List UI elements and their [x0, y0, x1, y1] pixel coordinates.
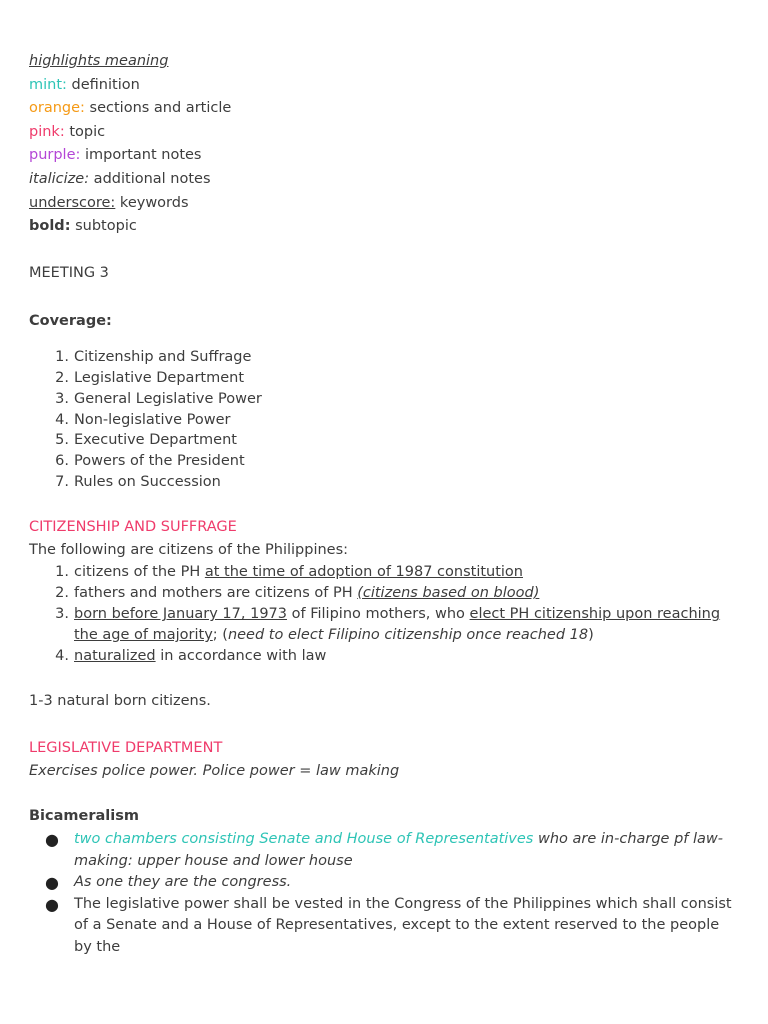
bullet-icon: ● [45, 830, 59, 850]
citizenship-intro: The following are citizens of the Philippines: [29, 541, 349, 558]
list-item: 7. Rules on Succession [55, 473, 221, 490]
legend-item-italicize: italicize: additional notes [29, 170, 211, 187]
list-item: 2. Legislative Department [55, 369, 245, 386]
list-item: 4. naturalized in accordance with law [55, 648, 327, 665]
list-item: 5. Executive Department [55, 432, 237, 449]
coverage-label: Coverage: [29, 312, 112, 329]
bicameralism-list [29, 829, 739, 958]
legend-item-orange: orange: sections and article [29, 100, 232, 117]
legend-item-purple: purple: important notes [29, 147, 202, 164]
bullet-icon: ● [45, 894, 59, 914]
list-item: 3. General Legislative Power [55, 390, 262, 407]
legislative-note: Exercises police power. Police power = law making [29, 762, 400, 779]
document-page [29, 50, 739, 958]
list-item: ● two chambers consisting Senate and House of Representatives who are in-charge pf law-making: upper house and lower house [45, 830, 724, 869]
section-heading-legislative: LEGISLATIVE DEPARTMENT [29, 739, 223, 756]
bicameralism-subheading: Bicameralism [29, 808, 139, 825]
coverage-list [29, 347, 739, 493]
legend-item-pink: pink: topic [29, 123, 106, 140]
list-item: 3. born before January 17, 1973 of Filipino mothers, who elect PH citizenship upon reaching the age of majority; (need to elect Filipino citizenship once reached 18) [55, 606, 721, 644]
list-item: 1. Citizenship and Suffrage [55, 349, 252, 366]
natural-born-note: 1-3 natural born citizens. [29, 693, 211, 710]
section-heading-citizenship: CITIZENSHIP AND SUFFRAGE [29, 518, 237, 535]
bullet-icon: ● [45, 873, 59, 893]
meeting-title: MEETING 3 [29, 265, 109, 282]
legend-item-underscore: underscore: keywords [29, 194, 189, 211]
list-item: 4. Non-legislative Power [55, 411, 231, 428]
list-item: 2. fathers and mothers are citizens of PH (citizens based on blood) [55, 585, 540, 602]
list-item: 1. citizens of the PH at the time of adoption of 1987 constitution [55, 564, 523, 581]
legend-item-mint: mint: definition [29, 76, 140, 93]
legend-title: highlights meaning [29, 53, 169, 69]
list-item: 6. Powers of the President [55, 453, 245, 470]
citizens-list [29, 562, 739, 667]
list-item: ● As one they are the congress. [45, 873, 292, 893]
legend-item-bold: bold: subtopic [29, 218, 137, 235]
list-item: ● The legislative power shall be vested in the Congress of the Philippines which shall consist of a Senate and a House of Representatives, except to the extent reserved to the people by the [45, 894, 732, 955]
